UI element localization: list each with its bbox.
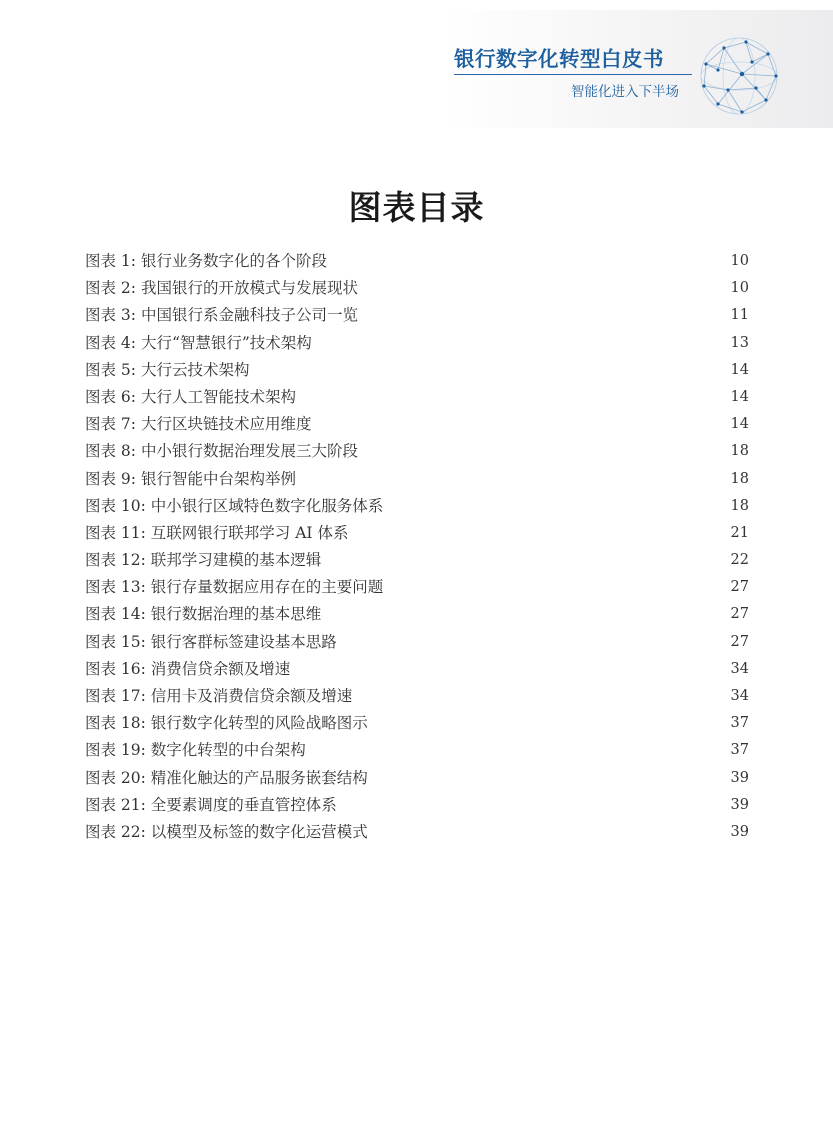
toc-entry[interactable]	[85, 275, 749, 302]
toc-title: 图表目录	[348, 188, 485, 227]
toc-entry-label: 图表 14: 银行数据治理的基本思维	[85, 605, 322, 624]
toc-entry-label: 图表 19: 数字化转型的中台架构	[85, 741, 306, 760]
toc-entry-page-number: 14	[730, 416, 749, 433]
toc-entry-page-number: 21	[730, 524, 749, 541]
toc-entry[interactable]	[85, 683, 749, 710]
toc-entry-label: 图表 5: 大行云技术架构	[85, 360, 250, 379]
toc-entry[interactable]	[85, 656, 749, 683]
toc-entry-label: 图表 7: 大行区块链技术应用维度	[85, 415, 312, 434]
toc-entry-label: 图表 21: 全要素调度的垂直管控体系	[85, 795, 337, 814]
toc-entry-page-number: 18	[730, 443, 749, 460]
toc-entry-page-number: 10	[730, 280, 749, 297]
toc-entry[interactable]	[85, 765, 749, 792]
toc-entry[interactable]	[85, 629, 749, 656]
toc-entry-page-number: 11	[730, 307, 749, 324]
toc-entry-page-number: 22	[730, 552, 749, 569]
toc-entry-label: 图表 10: 中小银行区域特色数字化服务体系	[85, 496, 384, 515]
toc-entry-label: 图表 4: 大行“智慧银行”技术架构	[85, 333, 312, 352]
header-subtitle: 智能化进入下半场	[571, 84, 679, 100]
toc-entry-label: 图表 13: 银行存量数据应用存在的主要问题	[85, 578, 384, 597]
toc-entry-page-number: 18	[730, 470, 749, 487]
toc-entry[interactable]	[85, 248, 749, 275]
toc-entry[interactable]	[85, 792, 749, 819]
toc-entry-page-number: 34	[730, 660, 749, 677]
toc-entry[interactable]	[85, 574, 749, 601]
header-divider	[454, 74, 692, 75]
toc-entry[interactable]	[85, 330, 749, 357]
toc-entry-label: 图表 3: 中国银行系金融科技子公司一览	[85, 306, 358, 325]
toc-entry-page-number: 18	[730, 497, 749, 514]
toc-entry-page-number: 10	[730, 253, 749, 269]
toc-entry[interactable]	[85, 438, 749, 465]
toc-entry-page-number: 14	[730, 388, 749, 405]
toc-entry-label: 图表 8: 中小银行数据治理发展三大阶段	[85, 442, 358, 461]
toc-entry[interactable]	[85, 357, 749, 384]
toc-entry-page-number: 39	[730, 823, 749, 840]
toc-entry-page-number: 14	[730, 361, 749, 378]
toc-entry-label: 图表 9: 银行智能中台架构举例	[85, 469, 296, 488]
header-title: 银行数字化转型白皮书	[454, 47, 664, 71]
toc-entry-label: 图表 12: 联邦学习建模的基本逻辑	[85, 551, 322, 570]
toc-entry-page-number: 39	[730, 796, 749, 813]
toc-entry-page-number: 27	[730, 633, 749, 650]
toc-entry-page-number: 27	[730, 606, 749, 623]
toc-entry-label: 图表 6: 大行人工智能技术架构	[85, 387, 296, 406]
toc-entry[interactable]	[85, 302, 749, 329]
network-globe-icon	[694, 34, 784, 118]
page-header	[440, 0, 833, 130]
toc-list	[85, 248, 749, 846]
toc-entry[interactable]	[85, 493, 749, 520]
toc-entry-page-number: 13	[730, 334, 749, 351]
toc-entry-label: 图表 22: 以模型及标签的数字化运营模式	[85, 822, 368, 841]
toc-entry-page-number: 37	[730, 742, 749, 759]
toc-entry[interactable]	[85, 411, 749, 438]
toc-entry[interactable]	[85, 520, 749, 547]
toc-entry[interactable]	[85, 466, 749, 493]
toc-entry-label: 图表 11: 互联网银行联邦学习 AI 体系	[85, 523, 349, 542]
toc-entry-label: 图表 2: 我国银行的开放模式与发展现状	[85, 279, 358, 298]
toc-entry[interactable]	[85, 819, 749, 846]
toc-entry-label: 图表 17: 信用卡及消费信贷余额及增速	[85, 687, 353, 705]
toc-entry-page-number: 39	[730, 769, 749, 786]
toc-entry-page-number: 37	[730, 715, 749, 732]
toc-entry-label: 图表 1: 银行业务数字化的各个阶段	[85, 252, 327, 270]
toc-entry-label: 图表 18: 银行数字化转型的风险战略图示	[85, 714, 368, 733]
toc-entry[interactable]	[85, 547, 749, 574]
toc-entry[interactable]	[85, 737, 749, 764]
toc-entry[interactable]	[85, 601, 749, 628]
toc-entry[interactable]	[85, 710, 749, 737]
toc-entry-label: 图表 16: 消费信贷余额及增速	[85, 659, 291, 678]
toc-entry[interactable]	[85, 384, 749, 411]
toc-entry-label: 图表 15: 银行客群标签建设基本思路	[85, 632, 337, 651]
toc-entry-page-number: 27	[730, 579, 749, 596]
toc-entry-label: 图表 20: 精准化触达的产品服务嵌套结构	[85, 768, 368, 787]
toc-entry-page-number: 34	[730, 688, 749, 704]
